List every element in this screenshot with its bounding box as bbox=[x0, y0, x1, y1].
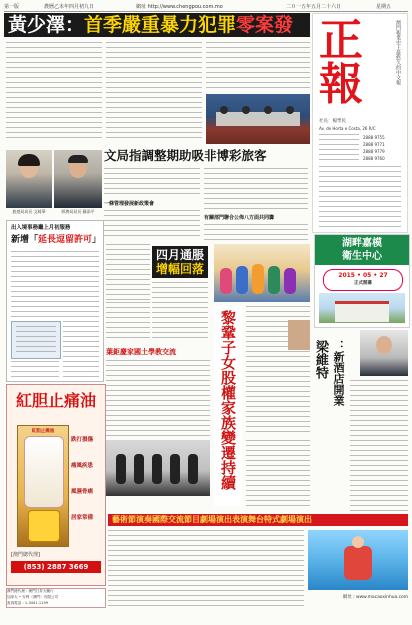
ad-hotline[interactable]: (853) 2887 3669 bbox=[11, 561, 101, 573]
story3-text-3 bbox=[11, 361, 59, 377]
story6-headline: ：新酒店開業 bbox=[332, 340, 345, 406]
promo-title-2: 衛生中心 bbox=[342, 251, 382, 262]
promo-caption: 正式開幕 bbox=[354, 281, 372, 286]
page-header bbox=[4, 3, 408, 12]
page-number: 第一版 bbox=[4, 4, 20, 10]
ad-tagline: 居家常備 bbox=[71, 515, 94, 521]
main-headline bbox=[8, 13, 308, 37]
story2-headline bbox=[104, 148, 310, 164]
story2-column-1 bbox=[104, 168, 200, 198]
issue-date: 二０一五年五月二十六日 bbox=[286, 4, 342, 10]
portrait-caption-right: 經濟局局長 蘇添平 bbox=[61, 209, 95, 214]
event-group-photo bbox=[214, 244, 310, 302]
story2-headline-text: 文局指調整期助吸非博彩旅客 bbox=[104, 148, 267, 163]
lead-story-column-2 bbox=[106, 42, 202, 142]
phone-number: 2888 9771 bbox=[363, 142, 385, 147]
story6-name: 梁維特 bbox=[313, 340, 328, 379]
masthead-phone-list bbox=[363, 134, 403, 162]
story4-text-1 bbox=[106, 244, 150, 300]
ad-footer-right: 查詢電話 : 1-3441-1199 bbox=[7, 600, 49, 605]
lead-story-column-1 bbox=[6, 42, 102, 142]
promo-illustration bbox=[319, 293, 405, 323]
story2-column-2 bbox=[104, 210, 200, 240]
masthead-info-lines bbox=[319, 134, 359, 162]
promo-date-badge bbox=[323, 269, 403, 291]
footer-site[interactable]: 網址 : www.macaoxinhua.com bbox=[342, 595, 408, 600]
weekday: 星期五 bbox=[376, 4, 392, 10]
story6-text bbox=[350, 380, 408, 512]
ad-tagline: 痛風疾患 bbox=[71, 463, 94, 469]
masthead bbox=[312, 13, 408, 233]
ad-footer-mid: 加拿大 • 安利（澳門）有限公司 bbox=[7, 594, 59, 599]
inflation-badge bbox=[152, 246, 208, 278]
ad-tagline: 跌打損傷 bbox=[71, 437, 94, 443]
story3-headline-post: 」 bbox=[92, 235, 102, 245]
story3-headline bbox=[11, 233, 103, 247]
headline-speaker: 黃少澤： bbox=[8, 14, 85, 36]
website-url[interactable]: 網址 http://www.chengpou.com.mo bbox=[136, 4, 223, 10]
story3-headline-pre: 新增「 bbox=[11, 235, 39, 245]
headline-body: 首季嚴重暴力犯罪 bbox=[84, 14, 237, 36]
story4-text-3 bbox=[106, 302, 150, 342]
masthead-title-top: 正 bbox=[319, 15, 363, 66]
masthead-notice-lines bbox=[319, 166, 401, 228]
bottom-story-text bbox=[108, 530, 304, 608]
promo-title-1: 湖畔嘉模 bbox=[342, 238, 382, 249]
ad-hotline-label: [澳門總代理] bbox=[11, 552, 40, 558]
story7-photo bbox=[106, 440, 210, 496]
ad-taglines bbox=[71, 427, 101, 537]
bottom-event-photo bbox=[308, 530, 408, 590]
story3-text bbox=[11, 251, 99, 317]
ad-footer-left: 澳門總代理 : 澳門日昇大藥行 bbox=[7, 589, 54, 593]
phone-number: 2888 9755 bbox=[363, 135, 385, 140]
bottom-banner-text: 藝術節演奏國際交流節目劇場演出表演舞台特式劇場演出 bbox=[112, 515, 312, 524]
story3-text-2 bbox=[63, 321, 99, 377]
story5-portrait bbox=[288, 320, 310, 350]
story4-text-2 bbox=[152, 282, 208, 342]
story2-subhead-2: 有關部門聯合公佈八方面共同籌 bbox=[204, 215, 275, 221]
story5-text-2 bbox=[246, 440, 310, 510]
inflation-badge-line-2: 增幅回落 bbox=[155, 262, 204, 276]
phone-number: 2888 9779 bbox=[363, 149, 385, 154]
masthead-subheading: 社長：楊學民 bbox=[319, 119, 346, 124]
health-center-promo bbox=[314, 234, 410, 328]
masthead-slogan: 澳門報業史上最悠久的中文報 bbox=[395, 20, 401, 85]
minister-portrait bbox=[360, 330, 408, 376]
ad-footer bbox=[6, 588, 106, 608]
masthead-title-bottom: 報 bbox=[319, 59, 363, 110]
advertisement[interactable] bbox=[6, 384, 106, 586]
masthead-address: Av. de Horta e Costa, 26 R/C bbox=[319, 126, 376, 131]
lead-story-column-3 bbox=[206, 42, 310, 92]
promo-date: 2015 • 05 • 27 bbox=[338, 272, 388, 279]
phone-number: 2888 9760 bbox=[363, 156, 385, 161]
portrait-caption-left: 旅遊局局長 文綺華 bbox=[12, 209, 46, 214]
press-conference-photo bbox=[206, 94, 310, 144]
story2-column-3 bbox=[204, 168, 308, 212]
story7-text bbox=[106, 360, 210, 436]
story2-column-4 bbox=[204, 224, 308, 240]
lunar-date: 農曆乙未年四月初九日 bbox=[44, 4, 95, 10]
story5-headline-text: 黎鞏子女股權家族變遷持續 bbox=[219, 310, 237, 490]
ad-product-box bbox=[17, 425, 69, 547]
story2-subhead: 一條管理發展新政策會 bbox=[104, 201, 155, 207]
document-scan-image bbox=[11, 321, 61, 359]
story7-headline: 葉鉅慶家國土學教交流 bbox=[106, 348, 176, 356]
bottom-banner bbox=[108, 514, 408, 526]
ad-product-name: 紅胆止痛油 bbox=[31, 429, 55, 434]
headline-emphasis: 零案發 bbox=[236, 14, 294, 36]
story3-kicker: 出入境事務廳上月初服務 bbox=[11, 225, 71, 231]
official-portrait-left bbox=[6, 150, 52, 208]
story3-box bbox=[6, 220, 104, 382]
ad-tagline: 風濕骨痛 bbox=[71, 489, 94, 495]
story3-headline-emphasis: 延長逗留許可 bbox=[38, 235, 93, 245]
story5-vertical-headline bbox=[214, 306, 242, 506]
ad-title: 紅胆止痛油 bbox=[15, 391, 96, 410]
official-portrait-right bbox=[54, 150, 102, 208]
inflation-badge-line-1: 四月通脹 bbox=[155, 248, 204, 262]
